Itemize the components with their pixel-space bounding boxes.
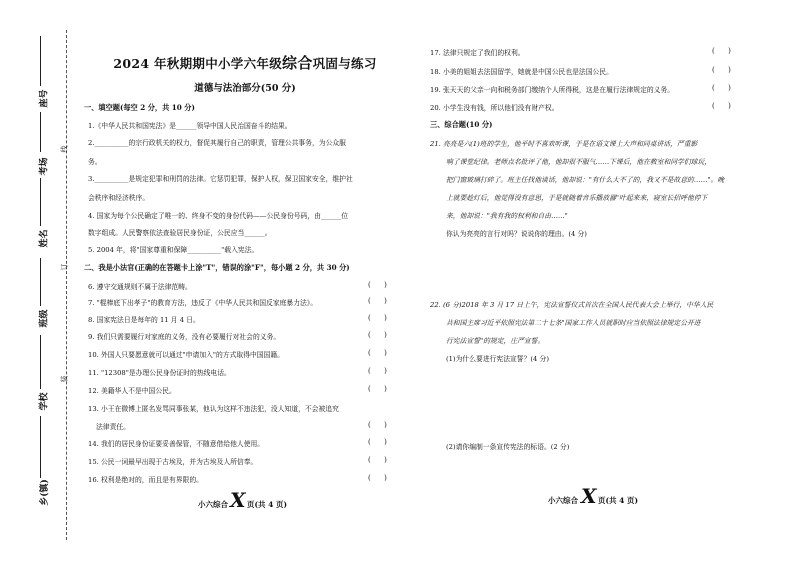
seat-label: 座号 — [39, 89, 50, 108]
question-5: 5. 2004 年，将"国家尊重和保障__________"载入宪法。 — [88, 246, 259, 254]
section-fill-blank: 一、填空题(每空 2 分，共 10 分) — [84, 103, 195, 112]
township-label: 乡(镇) — [39, 479, 50, 506]
answer-paren-10: ( ) — [368, 349, 387, 357]
question-1: 1.《中华人民共和国宪法》是______领导中国人民治国奋斗的结果。 — [88, 122, 292, 130]
answer-paren-15: ( ) — [368, 456, 387, 464]
township-line — [40, 416, 41, 478]
footer-right-page: 页(共 4 页) — [598, 496, 639, 505]
question-21-line-3: 把门窗玻璃打碎了。班主任找他谈话，他却说："有什么大不了的，我又不是故意的……"。晚 — [446, 176, 725, 184]
footer-right-label: 小六综合 — [548, 496, 578, 505]
answer-paren-14: ( ) — [368, 438, 387, 446]
title-emphasis: 综合 — [282, 54, 313, 72]
judge-15: 15. 公民一词最早出现于古埃及，并为古埃及人所信奉。 — [88, 458, 258, 466]
question-21-prompt: 你认为亮亮的言行对吗？说说你的理由。(4 分) — [446, 230, 587, 238]
fold-mark-line: 线 — [60, 145, 69, 153]
school-label: 学校 — [39, 392, 50, 411]
name-label: 姓名 — [39, 229, 50, 248]
question-21-line-5: 来，他却说："我有我的权利和自由……" — [446, 212, 568, 220]
title-prefix: 2024 年秋期期中小学六年级 — [113, 56, 283, 71]
judge-8: 8. 国家宪法日是每年的 11 月 4 日。 — [88, 316, 200, 324]
judge-20: 20. 小学生没有钱，所以他们没有财产权。 — [430, 104, 559, 112]
title-suffix: 巩固与练习 — [312, 56, 377, 71]
section-judge: 二、我是小法官(正确的在答题卡上涂"T"，错误的涂"F"，每小题 2 分，共 30 分) — [84, 263, 350, 272]
answer-paren-7: ( ) — [368, 297, 387, 305]
exam-room-line — [40, 112, 41, 152]
section-comprehensive: 三、综合题(10 分) — [430, 120, 493, 129]
fold-mark-zhuang: 装 — [60, 375, 69, 383]
answer-paren-20: ( ) — [712, 102, 731, 110]
class-label: 班级 — [39, 309, 50, 328]
exam-room-label: 考场 — [39, 157, 50, 176]
question-4: 4. 国家为每个公民确定了唯一的、终身不变的身份代码——公民身份号码，由______位 — [88, 212, 349, 220]
exam-title — [100, 52, 390, 73]
question-3: 3.__________是规定犯罪和刑罚的法律。它惩罚犯罪，保护人权，保卫国家安全，维护社 — [88, 175, 353, 183]
page-x-mark-right: X — [581, 484, 597, 508]
answer-paren-9: ( ) — [368, 331, 387, 339]
judge-16: 16. 权利是绝对的，而且是有界限的。 — [88, 476, 203, 484]
answer-paren-18: ( ) — [712, 66, 731, 74]
question-22-line-2: 共和国主席习近平依照宪法第二十七条"国家工作人员就职时应当依照法律规定公开进 — [446, 319, 701, 327]
judge-9: 9. 我们只需要履行对家庭的义务，没有必要履行对社会的义务。 — [88, 333, 281, 341]
answer-paren-17: ( ) — [712, 47, 731, 55]
question-4-cont: 数字组成。人民警察依法查验居民身份证，公民应当______。 — [88, 229, 272, 237]
question-2-cont: 务。 — [88, 158, 102, 166]
judge-14: 14. 我们的居民身份证要妥善保管，不随意借给他人使用。 — [88, 440, 265, 448]
question-21-line-1: 21. 亮亮是六(1)班的学生，他平时不喜欢听课，于是在语文课上大声和同桌讲话，严重影 — [430, 140, 698, 148]
question-21-line-2: 响了课堂纪律。老师点名批评了他，他却很不服气……下课后，他在教室和同学们球玩， — [446, 158, 712, 166]
judge-12: 12. 美籍华人不是中国公民。 — [88, 387, 176, 395]
name-line — [40, 178, 41, 226]
answer-paren-16: ( ) — [368, 474, 387, 482]
class-line — [40, 258, 41, 306]
binding-strip — [0, 0, 80, 561]
judge-11: 11. "12308"是办理公民身份证时的热线电话。 — [88, 369, 231, 377]
answer-paren-19: ( ) — [712, 84, 731, 92]
answer-paren-6: ( ) — [368, 281, 387, 289]
answer-paren-8: ( ) — [368, 314, 387, 322]
question-3-cont: 会秩序和经济秩序。 — [88, 194, 150, 202]
judge-7: 7. "棍棒底下出孝子"的教育方法，违反了《中华人民共和国反家庭暴力法》。 — [88, 299, 317, 307]
judge-13: 13. 小王在微博上匿名发骂同事张某，他认为这样不违法犯，没人知道，不会被追究 — [88, 405, 339, 413]
question-22-line-1: 22. (6 分)2018 年 3 月 17 日上午，宪法宣誓仪式首次在全国人民代表大会上举行，中华人民 — [430, 301, 714, 309]
question-22-part-1: (1)为什么要进行宪法宣誓？(4 分) — [446, 355, 549, 363]
footer-left-page: 页(共 4 页) — [247, 500, 288, 509]
judge-18: 18. 小美的姐姐去法国留学，她就是中国公民也是法国公民。 — [430, 68, 613, 76]
answer-paren-13: ( ) — [368, 421, 387, 429]
answer-paren-12: ( ) — [368, 385, 387, 393]
question-22-line-3: 行宪法宣誓"的规定，庄严宣誓。 — [446, 337, 545, 345]
fold-line — [66, 30, 67, 540]
question-2: 2.__________的宗行政机关的权力，督促其履行自己的职责，管理公共事务，为公众服 — [88, 139, 346, 147]
answer-paren-11: ( ) — [368, 367, 387, 375]
question-21-line-4: 上就要趁灯后，他觉得没有意思，于是就随着音乐播放器"叶起来来，寝室长招呼他停下 — [446, 194, 708, 202]
judge-10: 10. 外国人只要愿意就可以通过"申请加入"的方式取得中国国籍。 — [88, 351, 284, 359]
judge-17: 17. 法律只规定了我们的权利。 — [430, 49, 525, 57]
judge-13-cont: 法律责任。 — [96, 423, 130, 431]
seat-line — [40, 36, 41, 86]
page-x-mark-left: X — [230, 488, 246, 512]
question-22-part-2: (2)请你编制一条宣传宪法的标语。(2 分) — [446, 443, 570, 451]
judge-19: 19. 张天天的父亲一向和税务部门缴纳个人所得税，这是在履行法律规定的义务。 — [430, 86, 675, 94]
footer-left-label: 小六综合 — [198, 500, 228, 509]
school-line — [40, 335, 41, 389]
fold-mark-ding: 订 — [60, 263, 69, 271]
section-subtitle: 道德与法治部分(50 分) — [194, 83, 296, 94]
judge-6: 6. 遵守交通规则不属于法律范畴。 — [88, 283, 192, 291]
